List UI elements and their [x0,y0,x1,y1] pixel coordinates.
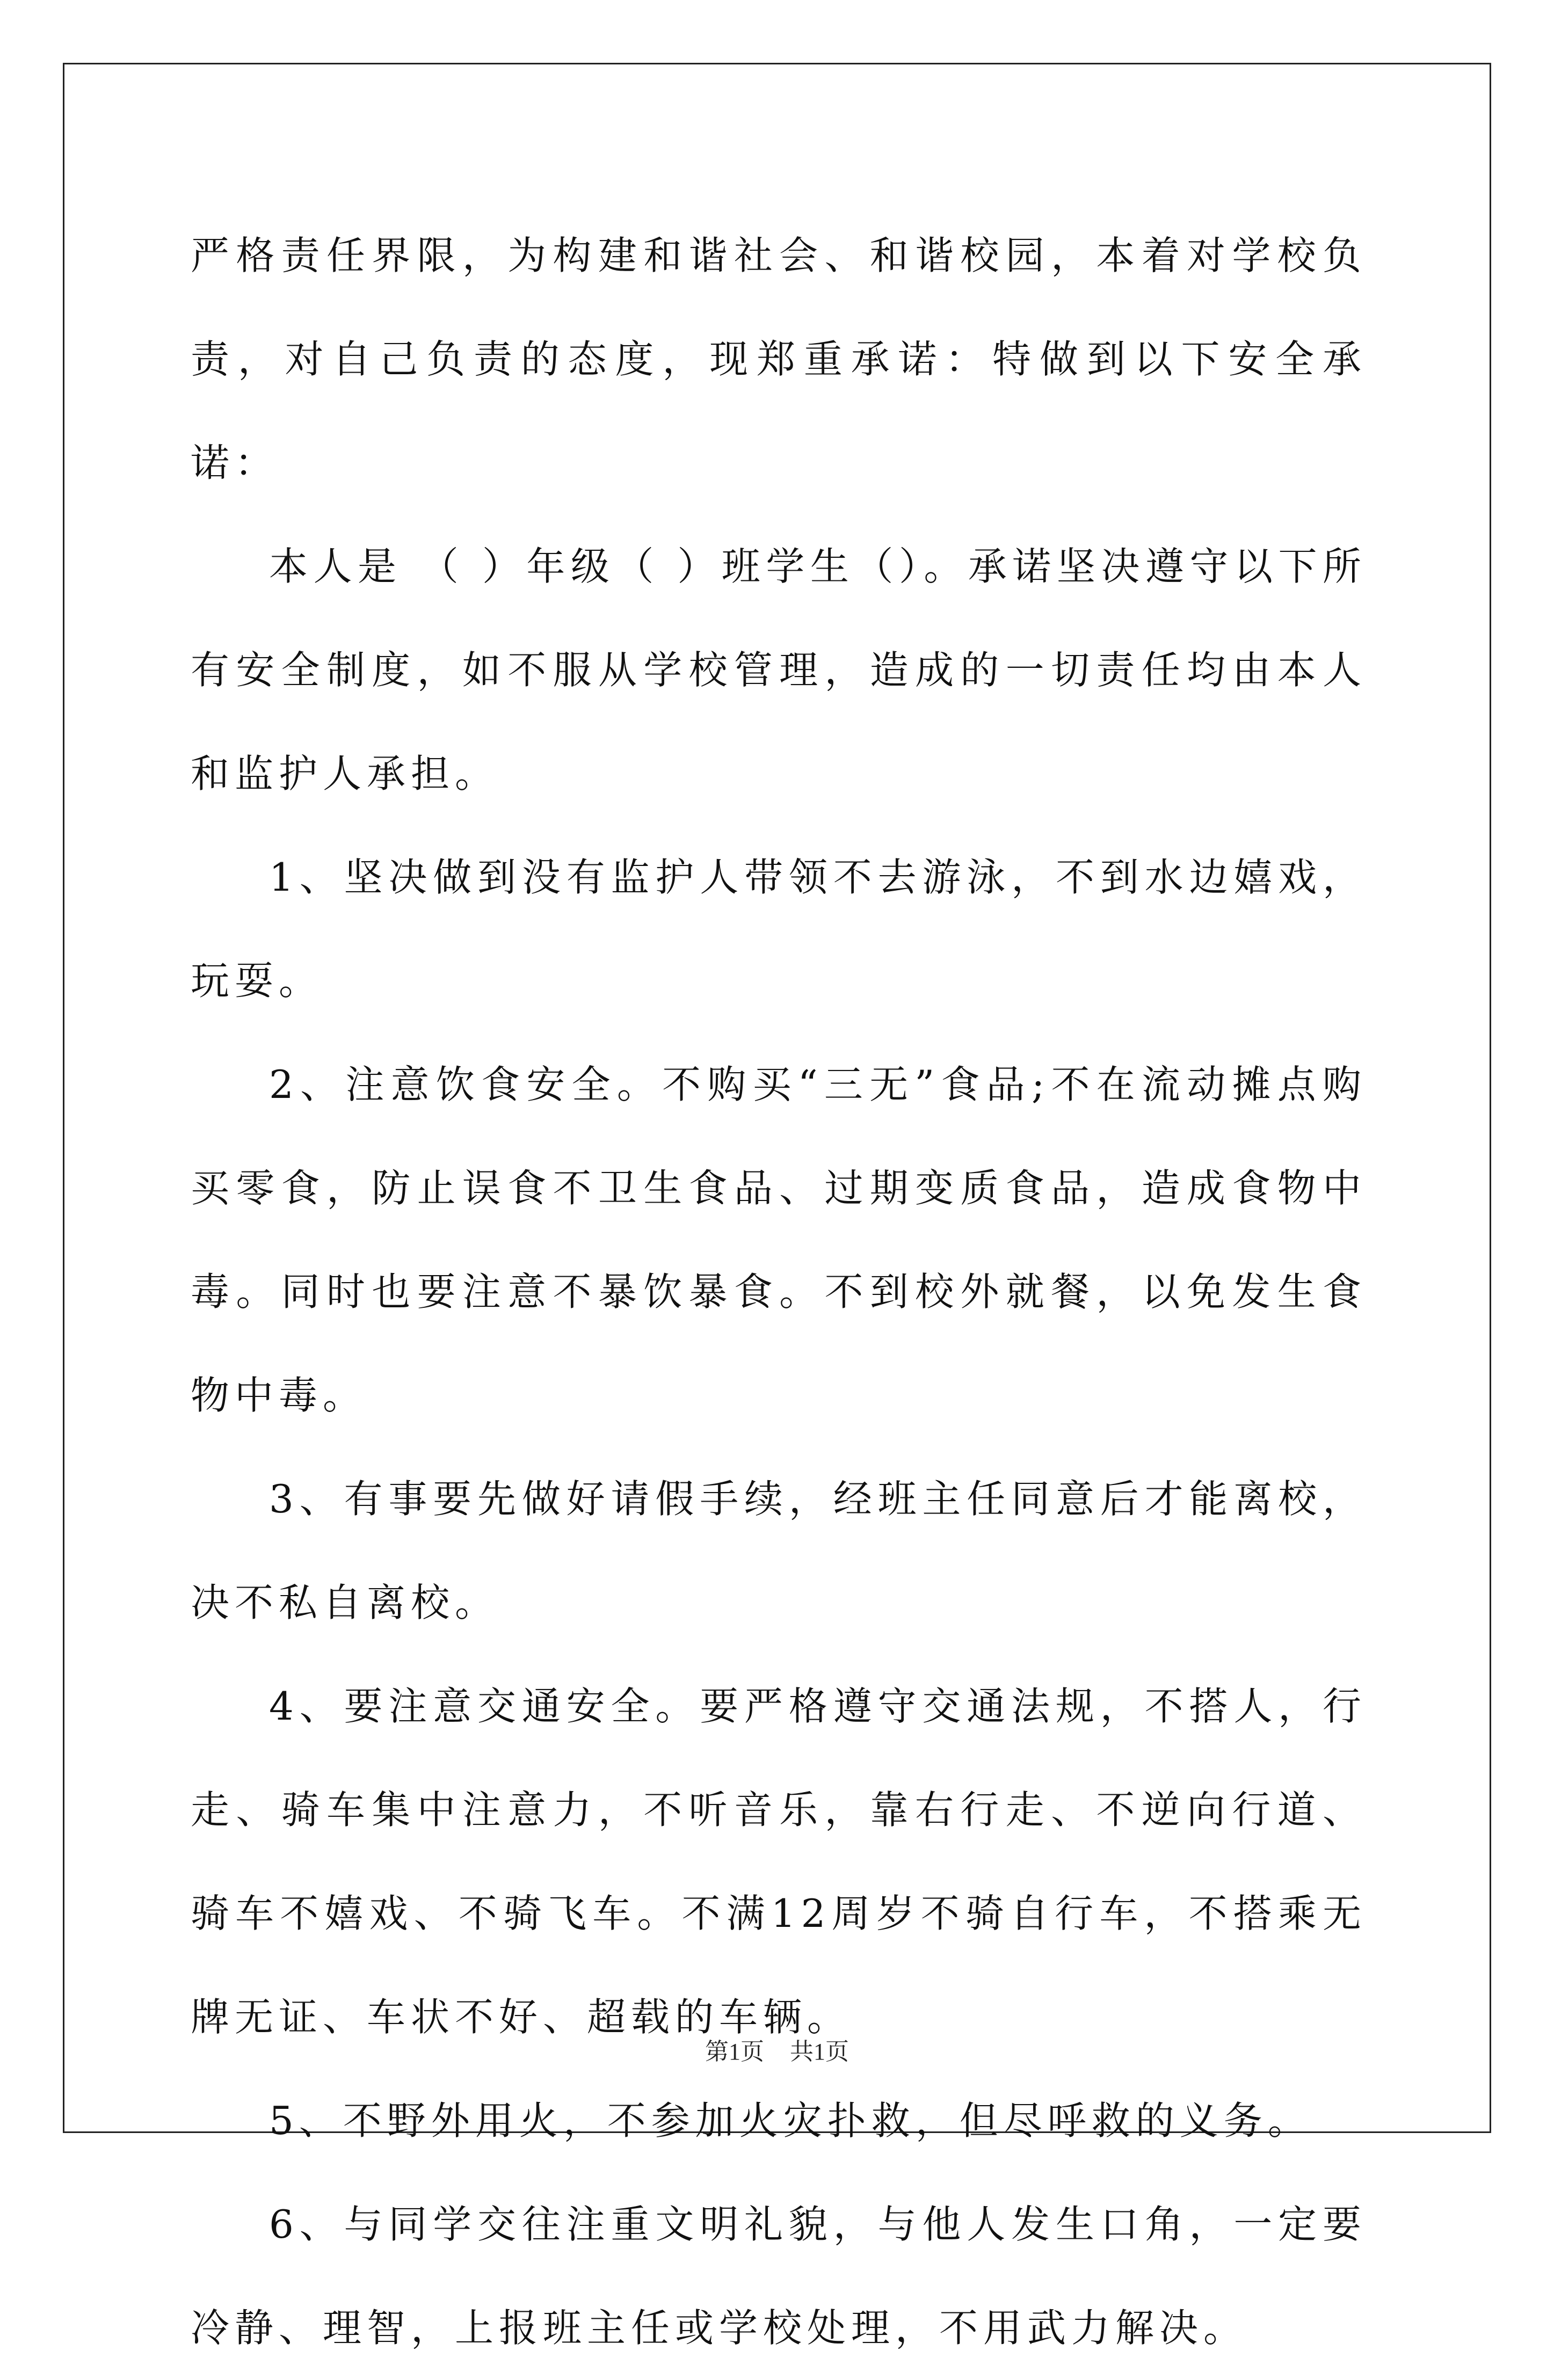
paragraph: 本人是 （ ）年级（ ）班学生（）。承诺坚决遵守以下所有安全制度，如不服从学校管理，造成的一切责任均由本人和监护人承担。 [191,544,1367,796]
paragraph: 6、与同学交往注重文明礼貌，与他人发生口角，一定要冷静、理智，上报班主任或学校处理，不用武力解决。 [191,2202,1367,2350]
paragraph: 3、有事要先做好请假手续，经班主任同意后才能离校，决不私自离校。 [191,1476,1367,1625]
paragraph: 2、注意饮食安全。不购买“三无”食品;不在流动摊点购买零食，防止误食不卫生食品、过期变质食品，造成食物中毒。同时也要注意不暴饮暴食。不到校外就餐，以免发生食物中毒。 [191,1062,1367,1418]
paragraph: 4、要注意交通安全。要严格遵守交通法规，不搭人，行走、骑车集中注意力，不听音乐，靠右行走、不逆向行道、骑车不嬉戏、不骑飞车。不满12周岁不骑自行车，不搭乘无牌无证、车状不好、超载的车辆。 [191,1684,1367,2040]
page-footer [0,2036,1554,2068]
paragraph: 1、坚决做到没有监护人带领不去游泳，不到水边嬉戏，玩耍。 [191,855,1367,1003]
page-number: 第1页 [705,2039,764,2065]
page-total: 共1页 [790,2039,849,2065]
paragraph: 5、不野外用火，不参加火灾扑救，但尽呼救的义务。 [269,2098,1312,2143]
paragraph: 严格责任界限，为构建和谐社会、和谐校园，本着对学校负责，对自己负责的态度，现郑重承诺：特做到以下安全承诺： [191,233,1367,485]
